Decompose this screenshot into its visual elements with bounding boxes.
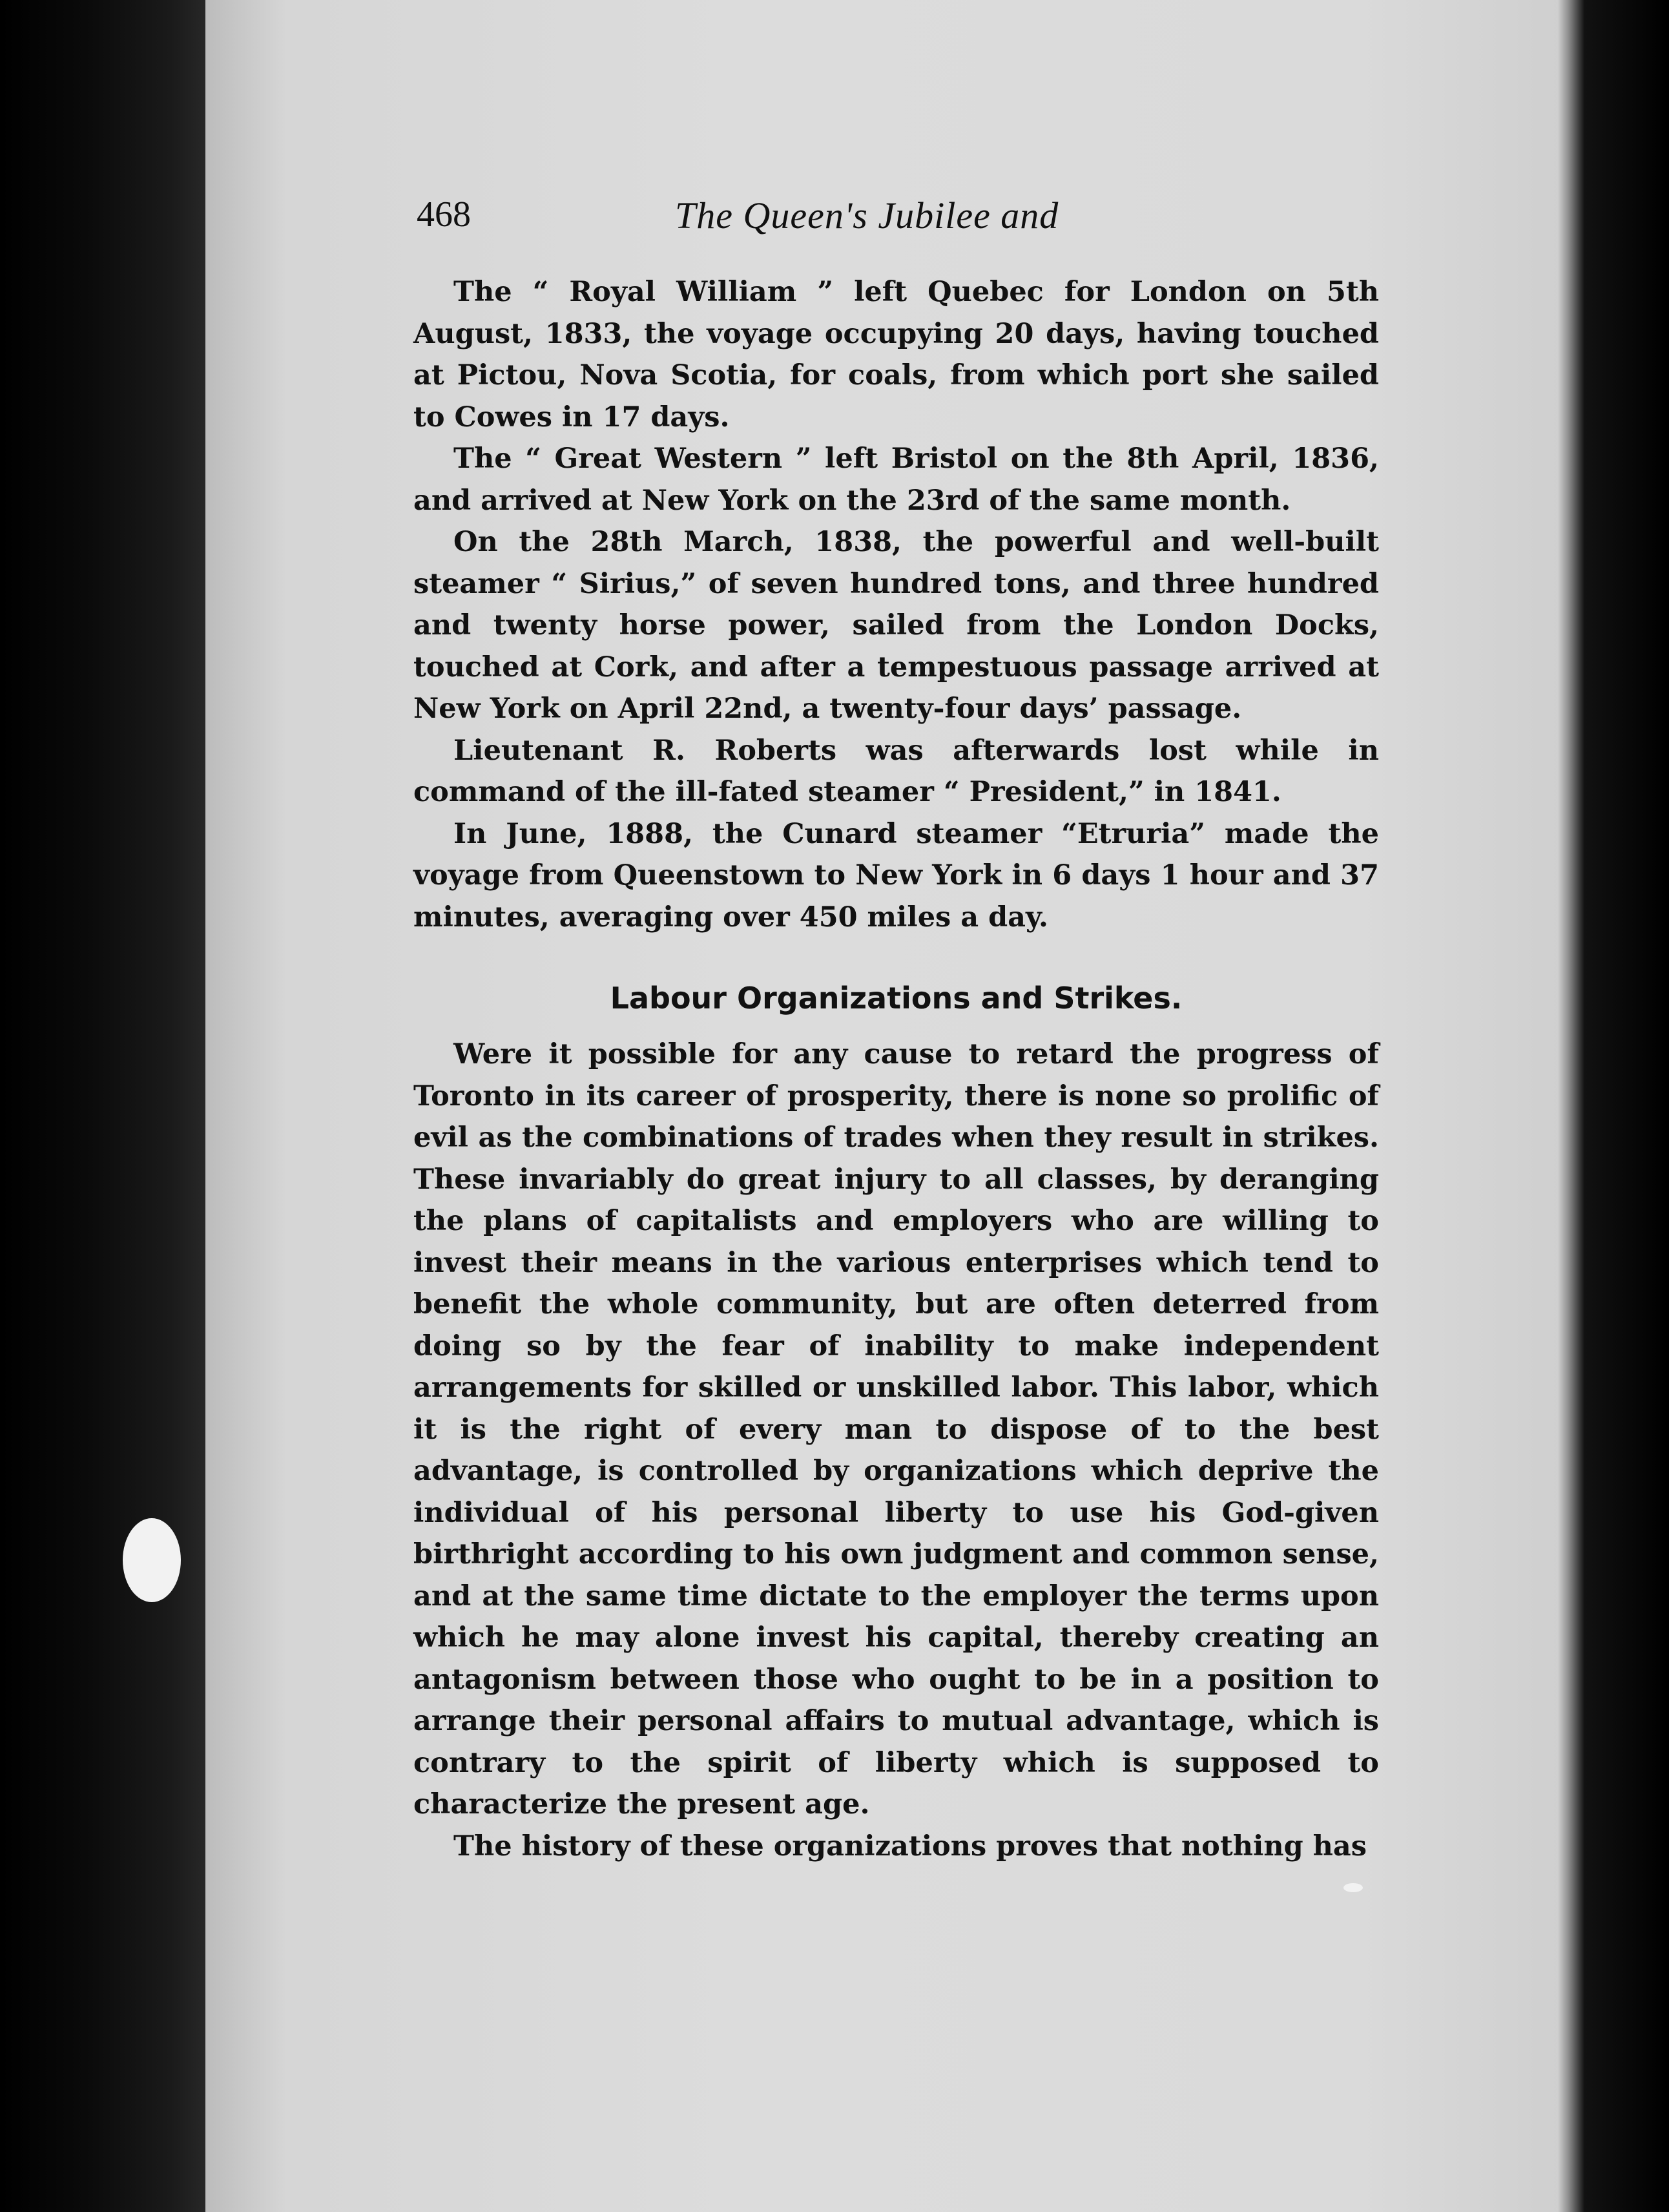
paragraph: The “ Royal William ” left Quebec for London on 5th August, 1833, the voyage occupying 20 days, having touched at Pictou, Nova Scotia, for coals, from which port she sailed to Cowes in 17 days. [413,276,1379,433]
paragraph: The history of these organizations proves that nothing has [453,1830,1367,1862]
paragraph: In June, 1888, the Cunard steamer “Etruria” made the voyage from Queenstown to New York in 6 days 1 hour and 37 minutes, averaging over 450 miles a day. [413,817,1379,934]
scan-blemish [123,1518,181,1602]
running-head [417,194,1224,252]
paragraph: The “ Great Western ” left Bristol on the 8th April, 1836, and arrived at New York on the 23rd of the same month. [413,443,1379,517]
scan-blemish [1343,1883,1363,1892]
body-text-top [413,271,1379,938]
paragraph: On the 28th March, 1838, the powerful and well-built steamer “ Sirius,” of seven hundred tons, and three hundred and twenty horse power, sailed from the London Docks, touched at Cork, and after a tempestuous passage arrived at New York on April 22nd, a twenty-four days’ passage. [413,526,1379,725]
left-binding-shadow [0,0,213,2212]
right-page-edge [1558,0,1669,2212]
section-heading: Labour Organizations and Strikes. [610,981,1183,1016]
body-text-bottom [413,1034,1379,1867]
running-head-title: The Queen's Jubilee and [675,194,1059,236]
paragraph: Were it possible for any cause to retard the progress of Toronto in its career of prosperity, there is none so prolific of evil as the combinations of trades when they result in strikes. These invariably do great injury to all classes, by deranging the plans of capitalists and employers who are willing to invest their means in the various enterprises which tend to benefit the whole community, but are often deterred from doing so by the fear of inability to make independent arrangements for skilled or unskilled labor. This labor, which it is the right of every man to dispose of to the best advantage, is controlled by organizations which deprive the individual of his personal liberty to use his God-given birthright according to his own judgment and common sense, and at the same time dictate to the employer the terms upon which he may alone invest his capital, thereby creating an antagonism between those who ought to be in a position to arrange their personal affairs to mutual advantage, which is contrary to the spirit of liberty which is supposed to characterize the present age. [413,1038,1379,1821]
paragraph: Lieutenant R. Roberts was afterwards lost while in command of the ill-fated steamer “ President,” in 1841. [413,734,1379,808]
page-number: 468 [417,194,471,235]
